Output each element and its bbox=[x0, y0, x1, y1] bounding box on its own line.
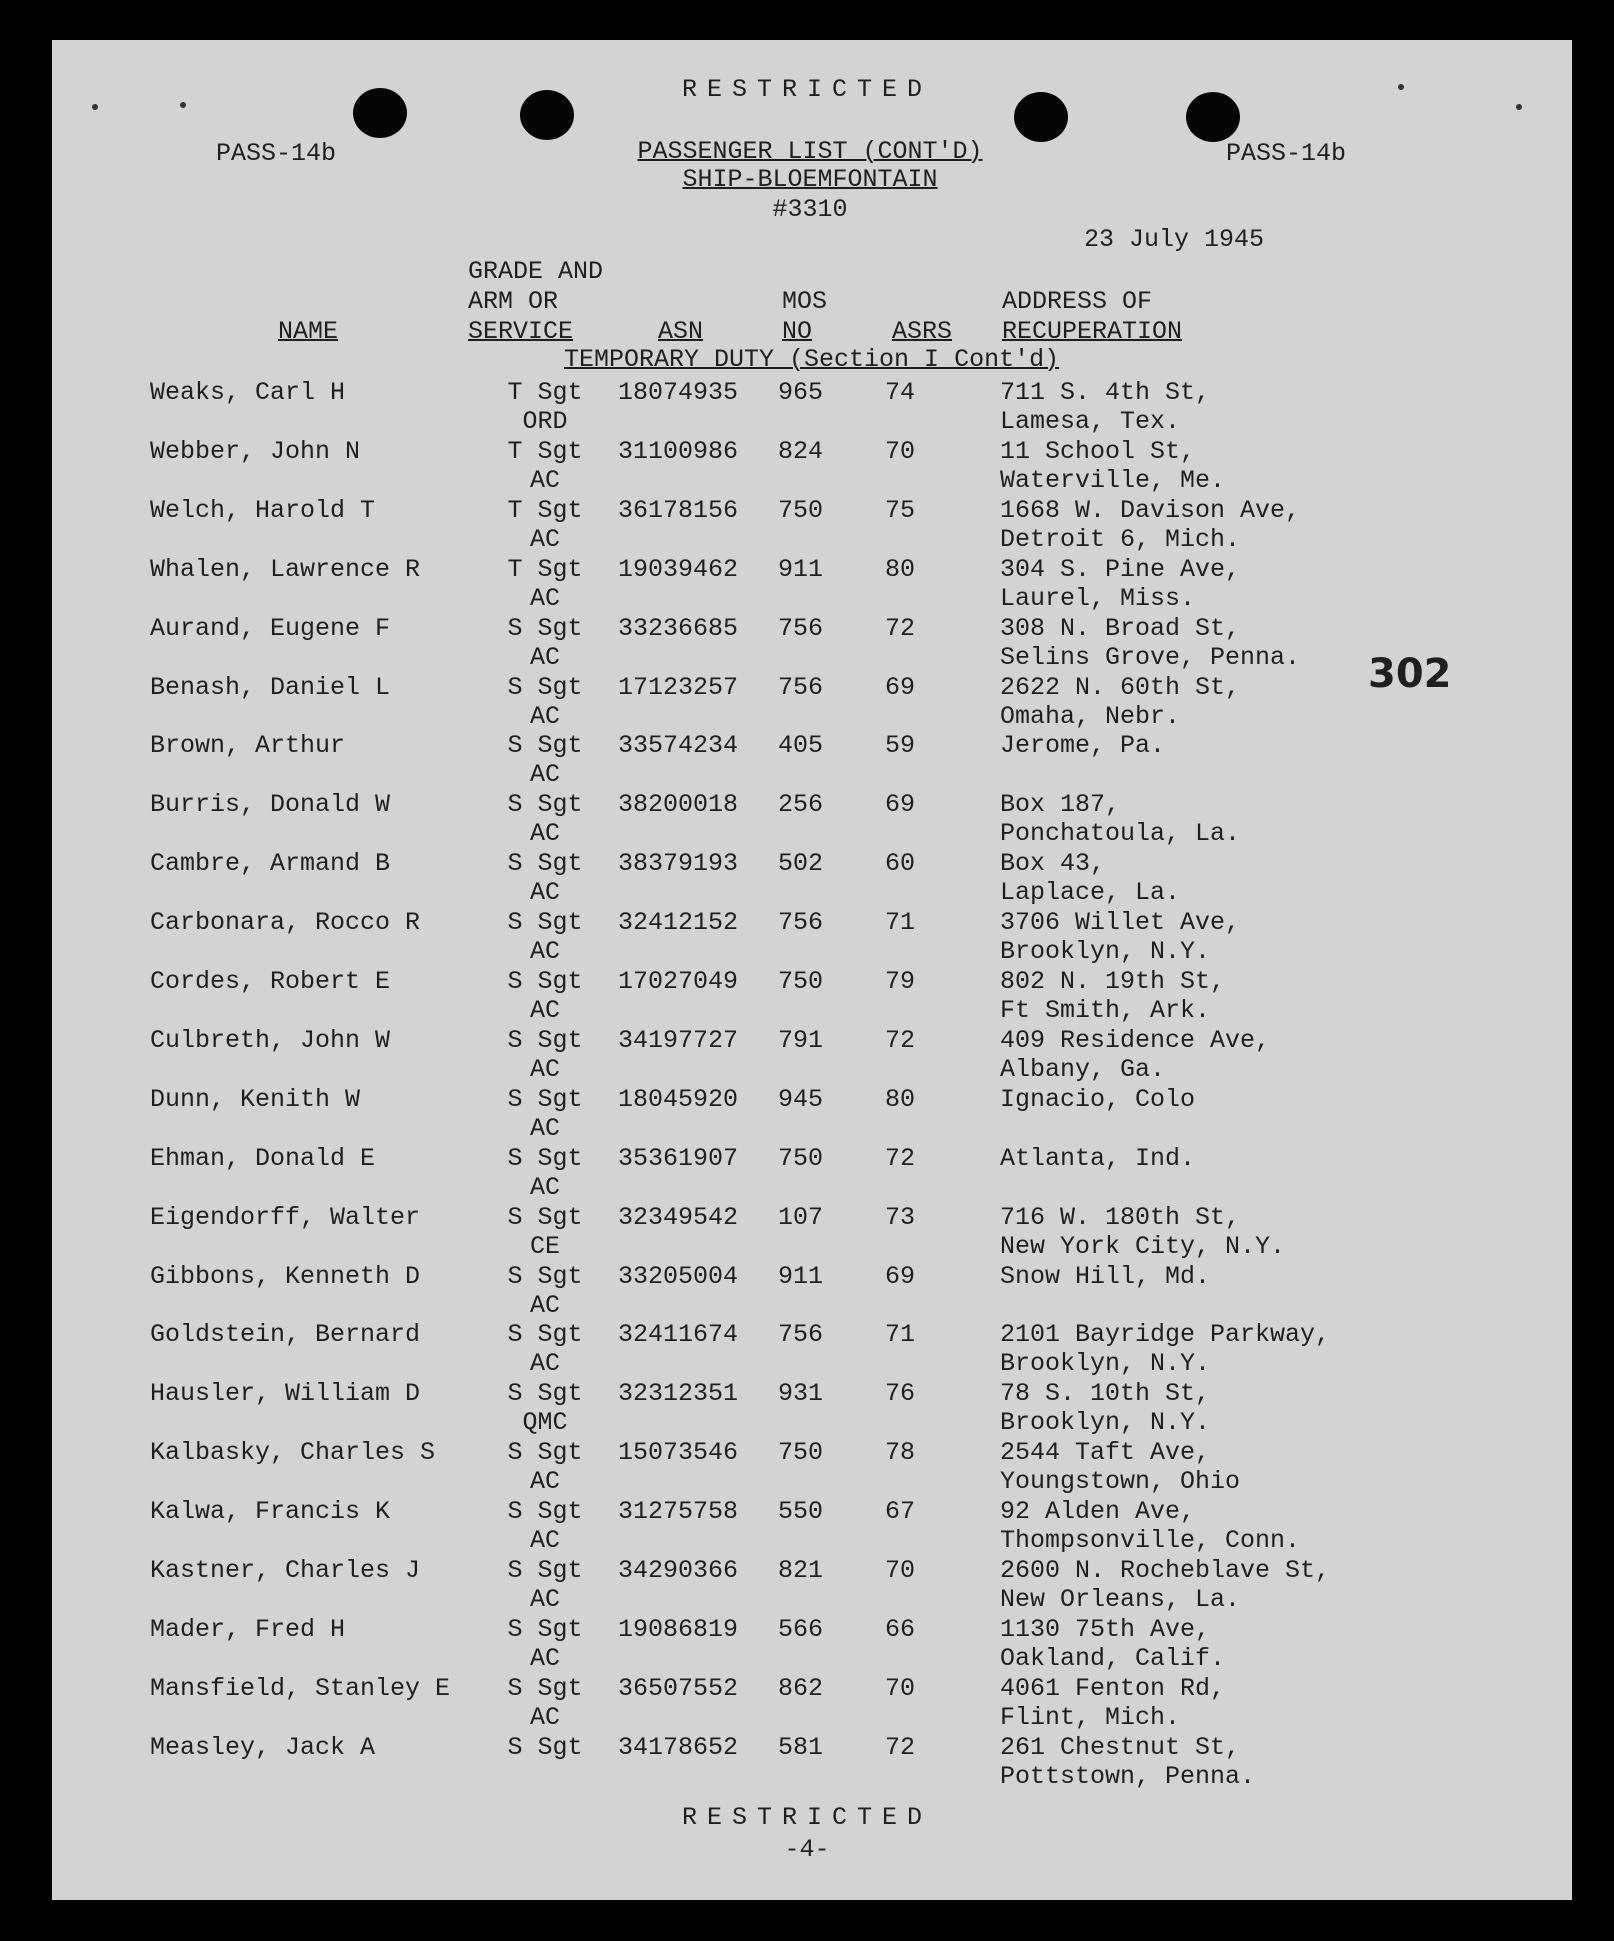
table-row bbox=[0, 731, 1614, 791]
passenger-asn: 18045920 bbox=[618, 1084, 739, 1114]
passenger-asrs: 70 bbox=[885, 1556, 916, 1585]
passenger-grade: S Sgt bbox=[507, 849, 583, 879]
address-line1: Jerome, Pa. bbox=[1000, 731, 1166, 761]
address-line2: Laplace, La. bbox=[1000, 878, 1181, 908]
passenger-asrs: 73 bbox=[885, 1202, 916, 1232]
table-row bbox=[0, 967, 1614, 1027]
address-line2: Detroit 6, Mich. bbox=[1000, 524, 1241, 554]
passenger-mos: 791 bbox=[778, 1025, 824, 1055]
passenger-asn: 35361907 bbox=[618, 1143, 739, 1173]
passenger-name: Brown, Arthur bbox=[150, 731, 346, 761]
passenger-name: Gibbons, Kenneth D bbox=[150, 1261, 421, 1291]
passenger-asrs: 72 bbox=[885, 1732, 916, 1762]
passenger-mos: 911 bbox=[778, 1261, 824, 1291]
table-row bbox=[0, 1144, 1614, 1204]
passenger-name: Carbonara, Rocco R bbox=[150, 908, 421, 938]
passenger-grade: S Sgt bbox=[507, 1084, 583, 1114]
address-line2: Laurel, Miss. bbox=[1000, 583, 1196, 613]
passenger-asn: 19086819 bbox=[618, 1614, 739, 1644]
col-asrs: ASRS bbox=[892, 317, 953, 346]
passenger-asrs: 69 bbox=[885, 790, 916, 820]
passenger-grade: S Sgt bbox=[507, 1732, 583, 1762]
table-row bbox=[0, 1203, 1614, 1263]
passenger-asn: 32412152 bbox=[618, 908, 739, 938]
passenger-name: Kastner, Charles J bbox=[150, 1556, 421, 1585]
address-line1: 308 N. Broad St, bbox=[1000, 613, 1241, 643]
table-row bbox=[0, 1320, 1614, 1380]
passenger-mos: 750 bbox=[778, 1143, 824, 1173]
passenger-grade: S Sgt bbox=[507, 908, 583, 938]
table-row bbox=[0, 437, 1614, 497]
passenger-name: Mansfield, Stanley E bbox=[150, 1673, 451, 1703]
passenger-arm-service: AC bbox=[529, 465, 560, 495]
address-line2: Brooklyn, N.Y. bbox=[1000, 1408, 1211, 1438]
passenger-mos: 756 bbox=[778, 613, 824, 643]
passenger-grade: S Sgt bbox=[507, 613, 583, 643]
address-line1: 92 Alden Ave, bbox=[1000, 1497, 1196, 1527]
passenger-mos: 756 bbox=[778, 1320, 824, 1350]
passenger-grade: S Sgt bbox=[507, 1025, 583, 1055]
address-line1: 1130 75th Ave, bbox=[1000, 1614, 1211, 1644]
table-row bbox=[0, 1085, 1614, 1145]
address-line1: 1668 W. Davison Ave, bbox=[1000, 495, 1301, 525]
address-line1: Atlanta, Ind. bbox=[1000, 1143, 1196, 1173]
address-line1: 78 S. 10th St, bbox=[1000, 1379, 1211, 1409]
passenger-arm-service: AC bbox=[529, 583, 560, 613]
table-row bbox=[0, 790, 1614, 850]
passenger-asrs: 72 bbox=[885, 1025, 916, 1055]
section-title: TEMPORARY DUTY (Section I Cont'd) bbox=[564, 345, 1060, 374]
passenger-asn: 31275758 bbox=[618, 1497, 739, 1527]
address-line2: Omaha, Nebr. bbox=[1000, 701, 1181, 731]
col-name: NAME bbox=[278, 317, 339, 346]
address-line1: 2544 Taft Ave, bbox=[1000, 1438, 1211, 1468]
passenger-arm-service: AC bbox=[529, 1643, 560, 1673]
passenger-name: Goldstein, Bernard bbox=[150, 1320, 421, 1350]
passenger-asn: 18074935 bbox=[618, 378, 739, 407]
address-line2: Flint, Mich. bbox=[1000, 1702, 1181, 1732]
table-row bbox=[0, 908, 1614, 968]
passenger-name: Cambre, Armand B bbox=[150, 849, 391, 879]
passenger-asn: 32411674 bbox=[618, 1320, 739, 1350]
address-line1: 3706 Willet Ave, bbox=[1000, 908, 1241, 938]
table-row bbox=[0, 1733, 1614, 1793]
address-line1: 4061 Fenton Rd, bbox=[1000, 1673, 1226, 1703]
passenger-name: Welch, Harold T bbox=[150, 495, 376, 525]
passenger-grade: S Sgt bbox=[507, 1202, 583, 1232]
passenger-name: Cordes, Robert E bbox=[150, 967, 391, 996]
address-line1: 716 W. 180th St, bbox=[1000, 1202, 1241, 1232]
address-line2: Thompsonville, Conn. bbox=[1000, 1526, 1301, 1556]
passenger-arm-service: QMC bbox=[522, 1408, 568, 1438]
passenger-name: Weaks, Carl H bbox=[150, 378, 346, 407]
passenger-mos: 405 bbox=[778, 731, 824, 761]
passenger-mos: 566 bbox=[778, 1614, 824, 1644]
address-line1: 802 N. 19th St, bbox=[1000, 967, 1226, 996]
passenger-name: Benash, Daniel L bbox=[150, 672, 391, 702]
passenger-asn: 19039462 bbox=[618, 554, 739, 584]
passenger-name: Eigendorff, Walter bbox=[150, 1202, 421, 1232]
passenger-name: Burris, Donald W bbox=[150, 790, 391, 820]
table-row bbox=[0, 673, 1614, 733]
passenger-arm-service: AC bbox=[529, 1526, 560, 1556]
table-row bbox=[0, 1379, 1614, 1439]
passenger-name: Culbreth, John W bbox=[150, 1025, 391, 1055]
passenger-mos: 931 bbox=[778, 1379, 824, 1409]
passenger-asrs: 78 bbox=[885, 1438, 916, 1468]
address-line1: 261 Chestnut St, bbox=[1000, 1732, 1241, 1762]
col-mos-line2: NO bbox=[782, 317, 813, 346]
table-row bbox=[0, 1026, 1614, 1086]
passenger-asrs: 71 bbox=[885, 908, 916, 938]
table-row bbox=[0, 1262, 1614, 1322]
passenger-arm-service: AC bbox=[529, 996, 560, 1025]
passenger-name: Whalen, Lawrence R bbox=[150, 554, 421, 584]
restricted-bottom: RESTRICTED bbox=[681, 1803, 933, 1832]
passenger-asrs: 70 bbox=[885, 436, 916, 466]
passenger-name: Aurand, Eugene F bbox=[150, 613, 391, 643]
passenger-arm-service: AC bbox=[529, 1113, 560, 1143]
ship-number: #3310 bbox=[772, 195, 848, 224]
col-address-line1: ADDRESS OF bbox=[1002, 287, 1153, 316]
passenger-name: Kalbasky, Charles S bbox=[150, 1438, 436, 1468]
passenger-arm-service: AC bbox=[529, 1054, 560, 1084]
passenger-grade: T Sgt bbox=[507, 554, 583, 584]
passenger-grade: S Sgt bbox=[507, 1261, 583, 1291]
passenger-asrs: 72 bbox=[885, 1143, 916, 1173]
passenger-asn: 15073546 bbox=[618, 1438, 739, 1468]
table-row bbox=[0, 849, 1614, 909]
passenger-asn: 33205004 bbox=[618, 1261, 739, 1291]
address-line1: 409 Residence Ave, bbox=[1000, 1025, 1271, 1055]
passenger-grade: S Sgt bbox=[507, 1497, 583, 1527]
passenger-asn: 33574234 bbox=[618, 731, 739, 761]
passenger-asrs: 74 bbox=[885, 378, 916, 407]
passenger-grade: S Sgt bbox=[507, 1614, 583, 1644]
address-line1: Box 187, bbox=[1000, 790, 1121, 820]
passenger-name: Kalwa, Francis K bbox=[150, 1497, 391, 1527]
passenger-asrs: 60 bbox=[885, 849, 916, 879]
passenger-asrs: 79 bbox=[885, 967, 916, 996]
passenger-arm-service: AC bbox=[529, 819, 560, 849]
passenger-asn: 31100986 bbox=[618, 436, 739, 466]
col-address-line2: RECUPERATION bbox=[1002, 317, 1183, 346]
address-line1: 11 School St, bbox=[1000, 436, 1196, 466]
table-row bbox=[0, 1438, 1614, 1498]
passenger-asrs: 69 bbox=[885, 672, 916, 702]
passenger-asrs: 72 bbox=[885, 613, 916, 643]
passenger-name: Mader, Fred H bbox=[150, 1614, 346, 1644]
passenger-asrs: 59 bbox=[885, 731, 916, 761]
passenger-arm-service: AC bbox=[529, 1585, 560, 1614]
passenger-arm-service: AC bbox=[529, 937, 560, 967]
stamp-number: 302 bbox=[1368, 651, 1452, 697]
address-line2: Ft Smith, Ark. bbox=[1000, 996, 1211, 1025]
table-row bbox=[0, 496, 1614, 556]
passenger-arm-service: AC bbox=[529, 1172, 560, 1202]
passenger-grade: T Sgt bbox=[507, 436, 583, 466]
passenger-mos: 581 bbox=[778, 1732, 824, 1762]
table-row bbox=[0, 555, 1614, 615]
col-grade-line1: GRADE AND bbox=[468, 257, 604, 286]
address-line1: 711 S. 4th St, bbox=[1000, 378, 1211, 407]
passenger-asrs: 67 bbox=[885, 1497, 916, 1527]
address-line2: Youngstown, Ohio bbox=[1000, 1467, 1241, 1497]
passenger-arm-service: AC bbox=[529, 1290, 560, 1320]
passenger-asn: 34178652 bbox=[618, 1732, 739, 1762]
passenger-arm-service: AC bbox=[529, 878, 560, 908]
passenger-mos: 965 bbox=[778, 378, 824, 407]
passenger-asrs: 75 bbox=[885, 495, 916, 525]
col-asn: ASN bbox=[658, 317, 704, 346]
address-line2: New Orleans, La. bbox=[1000, 1585, 1241, 1614]
page-number: -4- bbox=[784, 1835, 830, 1864]
passenger-grade: S Sgt bbox=[507, 1379, 583, 1409]
address-line1: Snow Hill, Md. bbox=[1000, 1261, 1211, 1291]
address-line1: 304 S. Pine Ave, bbox=[1000, 554, 1241, 584]
passenger-arm-service: AC bbox=[529, 642, 560, 672]
passenger-asrs: 69 bbox=[885, 1261, 916, 1291]
passenger-asn: 34197727 bbox=[618, 1025, 739, 1055]
passenger-grade: S Sgt bbox=[507, 1556, 583, 1585]
address-line1: 2622 N. 60th St, bbox=[1000, 672, 1241, 702]
document-date: 23 July 1945 bbox=[1084, 225, 1265, 254]
pass-right: PASS-14b bbox=[1226, 139, 1347, 168]
passenger-grade: S Sgt bbox=[507, 672, 583, 702]
passenger-grade: S Sgt bbox=[507, 1673, 583, 1703]
address-line2: Pottstown, Penna. bbox=[1000, 1761, 1256, 1791]
passenger-grade: S Sgt bbox=[507, 790, 583, 820]
passenger-mos: 550 bbox=[778, 1497, 824, 1527]
passenger-asn: 17123257 bbox=[618, 672, 739, 702]
passenger-arm-service: CE bbox=[529, 1231, 560, 1261]
passenger-mos: 256 bbox=[778, 790, 824, 820]
address-line1: Box 43, bbox=[1000, 849, 1106, 879]
address-line2: Lamesa, Tex. bbox=[1000, 407, 1181, 436]
passenger-asrs: 71 bbox=[885, 1320, 916, 1350]
address-line2: Brooklyn, N.Y. bbox=[1000, 937, 1211, 967]
table-row bbox=[0, 378, 1614, 438]
passenger-grade: T Sgt bbox=[507, 495, 583, 525]
passenger-mos: 750 bbox=[778, 967, 824, 996]
passenger-mos: 756 bbox=[778, 672, 824, 702]
passenger-arm-service: AC bbox=[529, 1467, 560, 1497]
address-line2: Selins Grove, Penna. bbox=[1000, 642, 1301, 672]
passenger-arm-service: AC bbox=[529, 1349, 560, 1379]
passenger-asrs: 70 bbox=[885, 1673, 916, 1703]
passenger-name: Ehman, Donald E bbox=[150, 1143, 376, 1173]
address-line1: 2600 N. Rocheblave St, bbox=[1000, 1556, 1331, 1585]
passenger-mos: 750 bbox=[778, 495, 824, 525]
table-row bbox=[0, 614, 1614, 674]
table-row bbox=[0, 1674, 1614, 1734]
ship-name: SHIP-BLOEMFONTAIN bbox=[682, 165, 938, 194]
speck bbox=[1516, 104, 1522, 110]
passenger-mos: 821 bbox=[778, 1556, 824, 1585]
passenger-grade: S Sgt bbox=[507, 1438, 583, 1468]
col-grade-line2: ARM OR bbox=[468, 287, 559, 316]
passenger-asn: 38379193 bbox=[618, 849, 739, 879]
passenger-asn: 17027049 bbox=[618, 967, 739, 996]
passenger-asn: 34290366 bbox=[618, 1556, 739, 1585]
address-line1: Ignacio, Colo bbox=[1000, 1084, 1196, 1114]
col-grade-line3: SERVICE bbox=[468, 317, 574, 346]
address-line2: Ponchatoula, La. bbox=[1000, 819, 1241, 849]
passenger-asn: 33236685 bbox=[618, 613, 739, 643]
passenger-mos: 750 bbox=[778, 1438, 824, 1468]
passenger-name: Measley, Jack A bbox=[150, 1732, 376, 1762]
passenger-arm-service: AC bbox=[529, 701, 560, 731]
pass-left: PASS-14b bbox=[216, 139, 337, 168]
document-title: PASSENGER LIST (CONT'D) bbox=[637, 137, 983, 166]
passenger-asn: 32312351 bbox=[618, 1379, 739, 1409]
passenger-mos: 862 bbox=[778, 1673, 824, 1703]
address-line1: 2101 Bayridge Parkway, bbox=[1000, 1320, 1331, 1350]
address-line2: Waterville, Me. bbox=[1000, 465, 1226, 495]
passenger-mos: 824 bbox=[778, 436, 824, 466]
passenger-grade: S Sgt bbox=[507, 731, 583, 761]
passenger-arm-service: ORD bbox=[522, 407, 568, 436]
passenger-mos: 107 bbox=[778, 1202, 824, 1232]
speck bbox=[92, 104, 98, 110]
passenger-asn: 36507552 bbox=[618, 1673, 739, 1703]
passenger-asrs: 80 bbox=[885, 554, 916, 584]
passenger-asn: 38200018 bbox=[618, 790, 739, 820]
passenger-arm-service: AC bbox=[529, 760, 560, 790]
passenger-name: Hausler, William D bbox=[150, 1379, 421, 1409]
passenger-mos: 945 bbox=[778, 1084, 824, 1114]
passenger-asrs: 66 bbox=[885, 1614, 916, 1644]
table-row bbox=[0, 1615, 1614, 1675]
passenger-mos: 756 bbox=[778, 908, 824, 938]
address-line2: Albany, Ga. bbox=[1000, 1054, 1166, 1084]
passenger-grade: S Sgt bbox=[507, 1143, 583, 1173]
passenger-grade: S Sgt bbox=[507, 967, 583, 996]
address-line2: Brooklyn, N.Y. bbox=[1000, 1349, 1211, 1379]
passenger-name: Dunn, Kenith W bbox=[150, 1084, 361, 1114]
passenger-asrs: 80 bbox=[885, 1084, 916, 1114]
passenger-arm-service: AC bbox=[529, 1702, 560, 1732]
passenger-grade: S Sgt bbox=[507, 1320, 583, 1350]
passenger-arm-service: AC bbox=[529, 524, 560, 554]
table-row bbox=[0, 1497, 1614, 1557]
col-mos-line1: MOS bbox=[782, 287, 828, 316]
passenger-asrs: 76 bbox=[885, 1379, 916, 1409]
address-line2: Oakland, Calif. bbox=[1000, 1643, 1226, 1673]
passenger-mos: 502 bbox=[778, 849, 824, 879]
address-line2: New York City, N.Y. bbox=[1000, 1231, 1286, 1261]
passenger-grade: T Sgt bbox=[507, 378, 583, 407]
table-row bbox=[0, 1556, 1614, 1616]
passenger-mos: 911 bbox=[778, 554, 824, 584]
passenger-asn: 32349542 bbox=[618, 1202, 739, 1232]
restricted-top: RESTRICTED bbox=[681, 75, 933, 104]
passenger-name: Webber, John N bbox=[150, 436, 361, 466]
passenger-asn: 36178156 bbox=[618, 495, 739, 525]
